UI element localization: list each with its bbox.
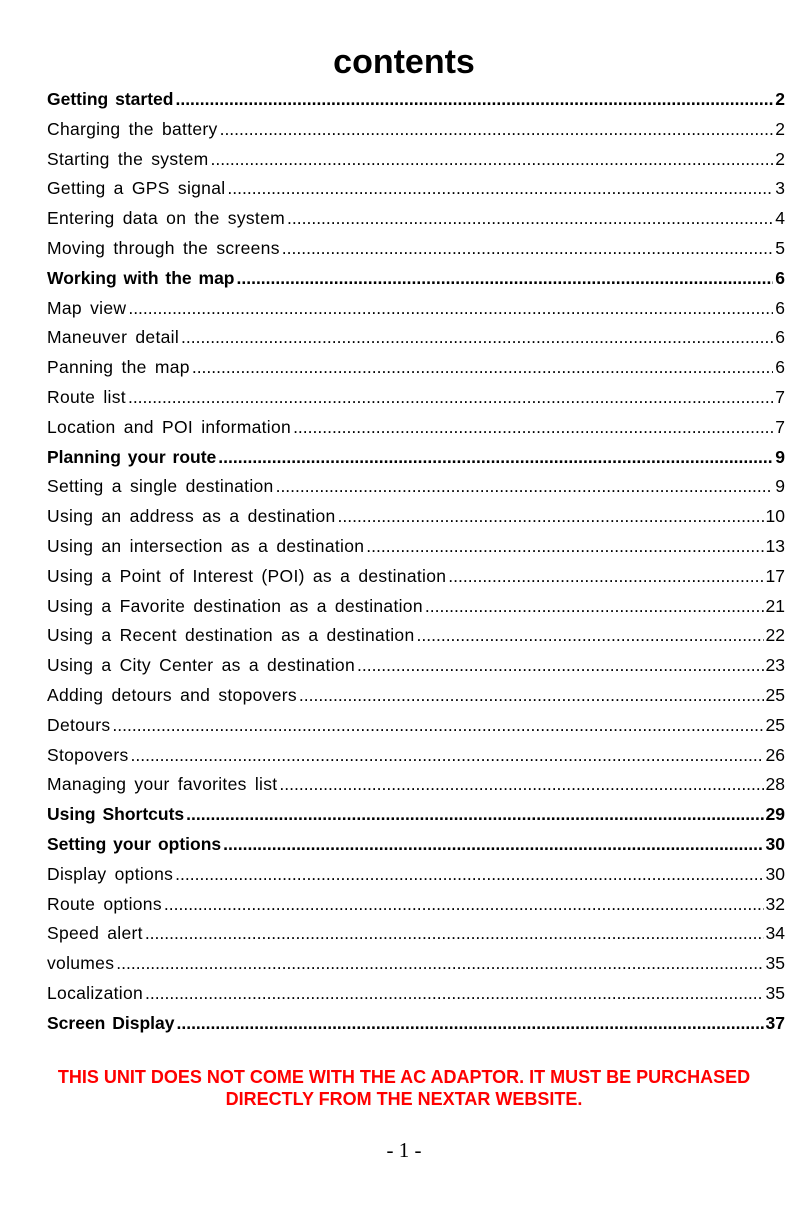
toc-entry-label: Planning your route bbox=[47, 446, 217, 467]
toc-entry-label: Setting your options bbox=[47, 833, 222, 854]
toc-entry bbox=[47, 298, 785, 328]
toc-dot-leader bbox=[276, 476, 774, 497]
toc-entry bbox=[47, 417, 785, 447]
toc-entry-label: Stopovers bbox=[47, 744, 129, 765]
notice-line-1: THIS UNIT DOES NOT COME WITH THE AC ADAPTOR. IT MUST BE PURCHASED bbox=[57, 1067, 751, 1087]
toc-entry-label: Using a Favorite destination as a destination bbox=[47, 595, 423, 616]
toc-dot-leader bbox=[425, 596, 764, 617]
page-number: - 1 - bbox=[386, 1138, 422, 1162]
toc-entry-page-number: 10 bbox=[765, 506, 785, 527]
toc-dot-leader bbox=[417, 625, 764, 646]
toc-dot-leader bbox=[237, 268, 774, 289]
toc-entry-page-number: 26 bbox=[765, 744, 785, 765]
toc-entry bbox=[47, 149, 785, 179]
toc-entry-page-number: 9 bbox=[775, 476, 785, 497]
toc-dot-leader bbox=[175, 89, 773, 110]
page-title: contents bbox=[333, 43, 475, 81]
toc-dot-leader bbox=[192, 357, 773, 378]
toc-entry-page-number: 37 bbox=[765, 1012, 785, 1033]
toc-entry-page-number: 35 bbox=[765, 953, 785, 974]
toc-entry bbox=[47, 864, 785, 894]
toc-entry-label: Working with the map bbox=[47, 267, 235, 288]
toc-dot-leader bbox=[227, 178, 773, 199]
toc-entry-page-number: 32 bbox=[765, 893, 785, 914]
toc-dot-leader bbox=[448, 566, 763, 587]
toc-entry bbox=[47, 506, 785, 536]
toc-section-entry bbox=[47, 89, 785, 119]
toc-entry bbox=[47, 774, 785, 804]
toc-dot-leader bbox=[223, 834, 763, 855]
toc-section-entry bbox=[47, 447, 785, 477]
toc-entry-page-number: 6 bbox=[775, 297, 785, 318]
toc-dot-leader bbox=[164, 894, 764, 915]
toc-entry-label: volumes bbox=[47, 953, 115, 974]
toc-entry-page-number: 22 bbox=[765, 625, 785, 646]
toc-entry bbox=[47, 953, 785, 983]
toc-entry-label: Getting a GPS signal bbox=[47, 178, 226, 199]
toc-entry-page-number: 6 bbox=[775, 327, 785, 348]
toc-entry-page-number: 25 bbox=[765, 714, 785, 735]
toc-section-entry bbox=[47, 1013, 785, 1043]
toc-entry-label: Charging the battery bbox=[47, 118, 218, 139]
toc-entry bbox=[47, 596, 785, 626]
toc-entry-label: Starting the system bbox=[47, 148, 209, 169]
table-of-contents bbox=[47, 89, 785, 1043]
toc-entry-page-number: 30 bbox=[765, 833, 785, 854]
toc-entry-label: Location and POI information bbox=[47, 416, 292, 437]
toc-entry-page-number: 5 bbox=[775, 237, 785, 258]
toc-dot-leader bbox=[131, 745, 764, 766]
toc-entry-label: Panning the map bbox=[47, 357, 190, 378]
toc-dot-leader bbox=[366, 536, 763, 557]
toc-entry bbox=[47, 715, 785, 745]
toc-entry-label: Map view bbox=[47, 297, 127, 318]
toc-entry-page-number: 30 bbox=[765, 863, 785, 884]
toc-entry bbox=[47, 119, 785, 149]
toc-entry-page-number: 21 bbox=[765, 595, 785, 616]
toc-dot-leader bbox=[186, 804, 763, 825]
toc-dot-leader bbox=[357, 655, 764, 676]
toc-entry-label: Route list bbox=[47, 386, 126, 407]
toc-entry bbox=[47, 357, 785, 387]
toc-section-entry bbox=[47, 834, 785, 864]
toc-entry-page-number: 28 bbox=[765, 774, 785, 795]
toc-entry-label: Managing your favorites list bbox=[47, 774, 278, 795]
toc-dot-leader bbox=[279, 774, 763, 795]
toc-dot-leader bbox=[287, 208, 773, 229]
toc-dot-leader bbox=[218, 447, 773, 468]
toc-entry bbox=[47, 536, 785, 566]
toc-entry-label: Display options bbox=[47, 863, 174, 884]
toc-dot-leader bbox=[176, 1013, 763, 1034]
toc-entry-page-number: 7 bbox=[775, 386, 785, 407]
toc-entry-label: Using a Recent destination as a destination bbox=[47, 625, 415, 646]
toc-entry bbox=[47, 208, 785, 238]
toc-entry-page-number: 6 bbox=[775, 357, 785, 378]
toc-entry-page-number: 4 bbox=[775, 208, 785, 229]
adaptor-notice bbox=[0, 1066, 808, 1110]
toc-entry-page-number: 17 bbox=[765, 565, 785, 586]
toc-entry bbox=[47, 327, 785, 357]
toc-entry-label: Using an address as a destination bbox=[47, 506, 336, 527]
toc-entry-label: Getting started bbox=[47, 89, 174, 109]
toc-entry-page-number: 2 bbox=[775, 89, 785, 109]
toc-entry-label: Using a Point of Interest (POI) as a destination bbox=[47, 565, 447, 586]
toc-entry-label: Using a City Center as a destination bbox=[47, 655, 355, 676]
toc-entry-page-number: 34 bbox=[765, 923, 785, 944]
toc-entry-label: Localization bbox=[47, 982, 144, 1003]
toc-dot-leader bbox=[293, 417, 773, 438]
toc-entry-label: Detours bbox=[47, 714, 111, 735]
toc-entry bbox=[47, 685, 785, 715]
toc-dot-leader bbox=[338, 506, 764, 527]
toc-dot-leader bbox=[128, 298, 773, 319]
toc-entry-page-number: 6 bbox=[775, 267, 785, 288]
toc-entry-label: Entering data on the system bbox=[47, 208, 286, 229]
toc-entry bbox=[47, 566, 785, 596]
toc-entry bbox=[47, 655, 785, 685]
toc-dot-leader bbox=[181, 327, 773, 348]
toc-entry-label: Using Shortcuts bbox=[47, 804, 185, 825]
toc-entry-page-number: 35 bbox=[765, 982, 785, 1003]
toc-entry-page-number: 29 bbox=[765, 804, 785, 825]
toc-entry bbox=[47, 625, 785, 655]
toc-entry-label: Moving through the screens bbox=[47, 237, 280, 258]
toc-entry bbox=[47, 238, 785, 268]
toc-entry-page-number: 23 bbox=[765, 655, 785, 676]
toc-entry bbox=[47, 178, 785, 208]
toc-entry-page-number: 13 bbox=[765, 535, 785, 556]
toc-entry-label: Speed alert bbox=[47, 923, 143, 944]
toc-entry bbox=[47, 894, 785, 924]
toc-entry bbox=[47, 923, 785, 953]
toc-entry bbox=[47, 983, 785, 1013]
toc-entry-page-number: 9 bbox=[775, 446, 785, 467]
toc-dot-leader bbox=[220, 119, 774, 140]
toc-entry bbox=[47, 476, 785, 506]
toc-entry-label: Screen Display bbox=[47, 1012, 175, 1033]
toc-entry-label: Route options bbox=[47, 893, 162, 914]
toc-dot-leader bbox=[299, 685, 764, 706]
toc-section-entry bbox=[47, 268, 785, 298]
toc-section-entry bbox=[47, 804, 785, 834]
toc-entry bbox=[47, 387, 785, 417]
toc-entry bbox=[47, 745, 785, 775]
toc-entry-label: Using an intersection as a destination bbox=[47, 535, 365, 556]
toc-entry-page-number: 2 bbox=[775, 118, 785, 139]
toc-dot-leader bbox=[112, 715, 763, 736]
toc-entry-page-number: 2 bbox=[775, 148, 785, 169]
toc-dot-leader bbox=[175, 864, 763, 885]
toc-dot-leader bbox=[210, 149, 773, 170]
toc-entry-page-number: 7 bbox=[775, 416, 785, 437]
toc-dot-leader bbox=[282, 238, 774, 259]
toc-entry-label: Maneuver detail bbox=[47, 327, 180, 348]
toc-dot-leader bbox=[116, 953, 763, 974]
toc-entry-page-number: 3 bbox=[775, 178, 785, 199]
toc-entry-label: Setting a single destination bbox=[47, 476, 274, 497]
toc-dot-leader bbox=[145, 983, 764, 1004]
toc-dot-leader bbox=[145, 923, 764, 944]
toc-entry-page-number: 25 bbox=[765, 684, 785, 705]
toc-dot-leader bbox=[128, 387, 773, 408]
toc-entry-label: Adding detours and stopovers bbox=[47, 684, 297, 705]
notice-line-2: DIRECTLY FROM THE NEXTAR WEBSITE. bbox=[225, 1089, 583, 1109]
